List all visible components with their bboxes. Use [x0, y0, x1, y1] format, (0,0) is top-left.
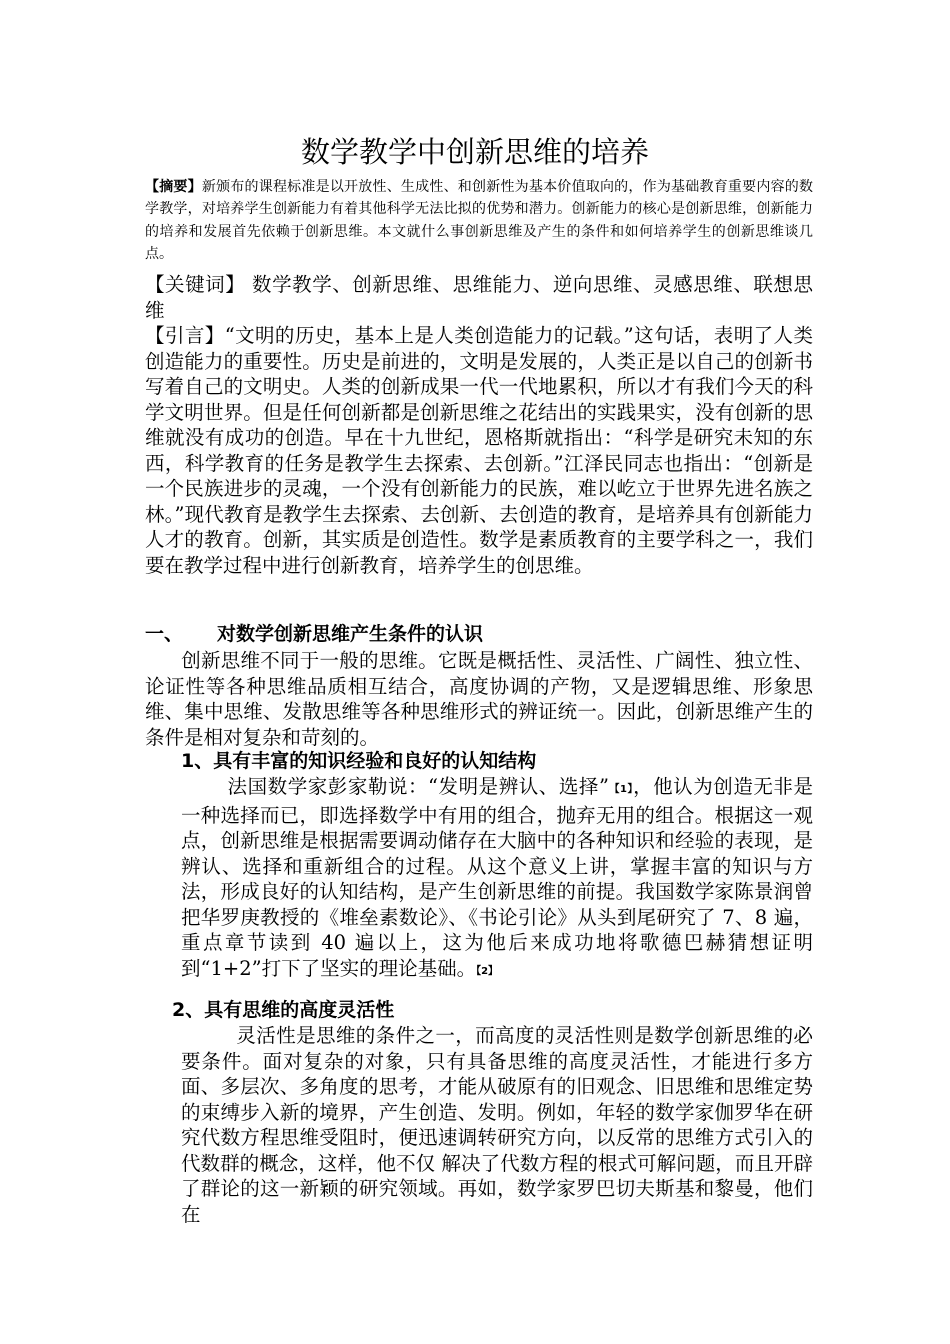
keywords-paragraph — [145, 272, 813, 323]
citation-1: 【1】 — [608, 784, 634, 795]
intro-paragraph — [145, 323, 813, 578]
citation-2: 【2】 — [476, 965, 499, 977]
subsection-1-text-b: ，他认为创造无非是一种选择而已，即选择数学中有用的组合，抛弃无用的组合。根据这一观点，创新思维是根据需要调动储存在大脑中的各种知识和经验的表现，是辨认、选择和重新组合的过程。从这个意义上讲，掌握丰富的知识与方法，形成良好的认知结构，是产生创新思维的前提。我国数学家陈景润曾把华罗庚教授的《堆垒素数论》、《书论引论》从头到尾研究了 7、8 遍，重点章节读到 40 遍以上，这为他后来成功地将歌德巴赫猜想证明到“1+2”打下了坚实的理论基础。 — [181, 775, 813, 980]
abstract-text: 新颁布的课程标准是以开放性、生成性、和创新性为基本价值取向的，作为基础教育重要内容的数学教学，对培养学生创新能力有着其他科学无法比拟的优势和潜力。创新能力的核心是创新思维，创新能力的培养和发展首先依赖于创新思维。本文就什么事创新思维及产生的条件和如何培养学生的创新思维谈几点。 — [145, 179, 814, 263]
section-1-number: 一、 — [145, 623, 184, 645]
subsection-2-text: 灵活性是思维的条件之一，而高度的灵活性则是数学创新思维的必要条件。面对复杂的对象，只有具备思维的高度灵活性，才能进行多方面、多层次、多角度的思考，才能从破原有的旧观念、旧思维和思维定势的束缚步入新的境界，产生创造、发明。例如，年轻的数学家伽罗华在研究代数方程思维受阻时，便迅速调转研究方向，以反常的思维方式引入的代数群的概念，这样，他不仅 解决了代数方程的根式可解问题，而且开辟了群论的这一新颖的研究领域。再如，数学家罗巴切夫斯基和黎曼，他们在 — [181, 1024, 813, 1226]
subsection-1-paragraph — [181, 774, 813, 984]
abstract-label: 【摘要】 — [145, 179, 202, 195]
section-1-paragraph — [145, 648, 813, 750]
section-1-heading — [145, 622, 813, 647]
subsection-2-heading: 2、具有思维的高度灵活性 — [172, 999, 395, 1021]
subsection-1-text-a: 法国数学家彭家勒说：“发明是辨认、选择” — [227, 775, 609, 798]
abstract-paragraph — [145, 176, 813, 266]
keywords-text: 数学教学、创新思维、思维能力、逆向思维、灵感思维、联想思维 — [145, 273, 813, 322]
intro-label: 【引言】 — [145, 324, 225, 347]
section-1-title: 对数学创新思维产生条件的认识 — [217, 623, 484, 645]
intro-text: “文明的历史，基本上是人类创造能力的记载。”这句话，表明了人类创造能力的重要性。历史是前进的，文明是发展的，人类正是以自己的创新书写着自己的文明史。人类的创新成果一代一代地累积，所以才有我们今天的科学文明世界。但是任何创新都是创新思维之花结出的实践果实，没有创新的思维就没有成功的创造。早在十九世纪，恩格斯就指出：“科学是研究未知的东西，科学教育的任务是教学生去探索、去创新。”江泽民同志也指出：“创新是一个民族进步的灵魂，一个没有创新能力的民族，难以屹立于世界先进名族之林。”现代教育是教学生去探索、去创新、去创造的教育，是培养具有创新能力人才的教育。创新，其实质是创造性。数学是素质教育的主要学科之一，我们要在教学过程中进行创新教育，培养学生的创思维。 — [145, 324, 813, 577]
subsection-2-paragraph — [181, 1023, 813, 1227]
keywords-label: 【关键词】 — [145, 273, 246, 296]
subsection-1-heading: 1、具有丰富的知识经验和良好的认知结构 — [181, 750, 537, 772]
section-1-text: 创新思维不同于一般的思维。它既是概括性、灵活性、广阔性、独立性、论证性等各种思维品质相互结合，高度协调的产物，又是逻辑思维、形象思维、集中思维、发散思维等各种思维形式的辨证统一。因此，创新思维产生的条件是相对复杂和苛刻的。 — [145, 649, 813, 749]
document-title: 数学教学中创新思维的培养 — [300, 135, 649, 169]
